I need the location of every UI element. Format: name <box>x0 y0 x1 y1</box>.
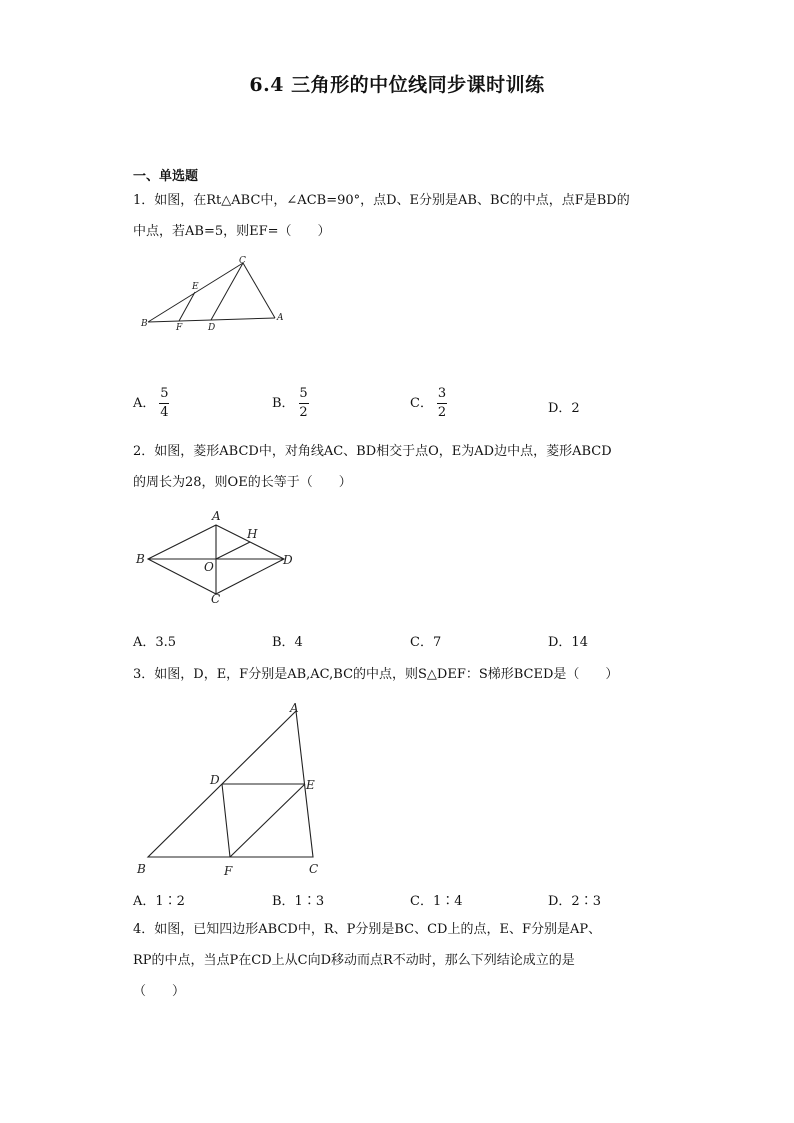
question-1 <box>133 185 673 247</box>
q1-option-a-fraction <box>159 386 169 421</box>
label-d: D <box>210 773 220 787</box>
label-b: B <box>141 319 148 329</box>
label-f: F <box>176 323 183 333</box>
q1-b-num: 5 <box>299 386 308 401</box>
question-1-figure <box>138 252 288 337</box>
question-2-figure <box>130 505 305 610</box>
q1-b-den: 2 <box>299 405 308 420</box>
q2-option-b[interactable]: B．4 <box>272 635 303 650</box>
q1-a-num: 5 <box>160 386 169 401</box>
question-4-line2: RP的中点，当点P在CD上从C向D移动而点R不动时，那么下列结论成立的是 <box>133 953 575 968</box>
q3-option-d[interactable]: D．2∶3 <box>548 894 601 909</box>
q2-option-c[interactable]: C．7 <box>410 635 442 650</box>
q3-option-b[interactable]: B．1∶3 <box>272 894 325 909</box>
question-2 <box>133 436 673 498</box>
q1-option-a[interactable] <box>133 386 169 421</box>
label-e: E <box>192 282 199 292</box>
label-a: A <box>212 509 221 523</box>
question-3-figure <box>130 695 325 880</box>
label-a: A <box>290 701 299 715</box>
label-e: E <box>306 778 315 792</box>
label-c: C <box>309 862 319 876</box>
question-4-line3: （ ） <box>133 984 186 999</box>
q1-option-d[interactable]: D．2 <box>548 401 580 416</box>
question-1-line1: 1．如图，在Rt△ABC中，∠ACB=90°，点D、E分别是AB、BC的中点，点F是BD的 <box>133 193 630 208</box>
label-b: B <box>136 552 145 566</box>
label-c: C <box>239 256 246 266</box>
q2-option-a[interactable]: A．3.5 <box>133 635 177 650</box>
page-title: 6.4 三角形的中位线同步课时训练 <box>249 74 545 96</box>
label-f: F <box>224 864 233 878</box>
label-c: C <box>211 592 221 606</box>
q1-option-b-label: B． <box>272 396 295 411</box>
label-b: B <box>137 862 146 876</box>
q1-a-den: 4 <box>160 405 169 420</box>
question-2-line2: 的周长为28，则OE的长等于（ ） <box>133 475 352 490</box>
question-3 <box>133 659 673 690</box>
question-2-line1: 2．如图，菱形ABCD中，对角线AC、BD相交于点O，E为AD边中点，菱形ABCD <box>133 444 612 459</box>
q3-option-a[interactable]: A．1∶2 <box>133 894 185 909</box>
label-h: H <box>247 527 258 541</box>
question-4 <box>133 914 673 1007</box>
question-4-line1: 4．如图，已知四边形ABCD中，R、P分别是BC、CD上的点，E、F分别是AP、 <box>133 922 602 937</box>
q1-option-c-label: C． <box>410 396 433 411</box>
label-d: D <box>208 323 216 333</box>
label-d: D <box>283 553 293 567</box>
q1-option-c-fraction <box>437 386 447 421</box>
q1-c-num: 3 <box>437 386 447 401</box>
q3-option-c[interactable]: C．1∶4 <box>410 894 463 909</box>
label-o: O <box>204 560 214 574</box>
q1-c-den: 2 <box>437 405 447 420</box>
label-a: A <box>277 313 284 323</box>
q2-option-d[interactable]: D．14 <box>548 635 588 650</box>
q1-option-a-label: A． <box>133 396 156 411</box>
q1-option-b[interactable] <box>272 386 309 421</box>
question-3-line1: 3．如图，D，E，F分别是AB,AC,BC的中点，则S△DEF：S梯形BCED是（ ） <box>133 667 619 682</box>
section-heading: 一、单选题 <box>133 169 199 184</box>
q1-option-b-fraction <box>299 386 309 421</box>
question-1-line2: 中点，若AB=5，则EF=（ ） <box>133 224 331 239</box>
q1-option-c[interactable] <box>410 386 447 421</box>
